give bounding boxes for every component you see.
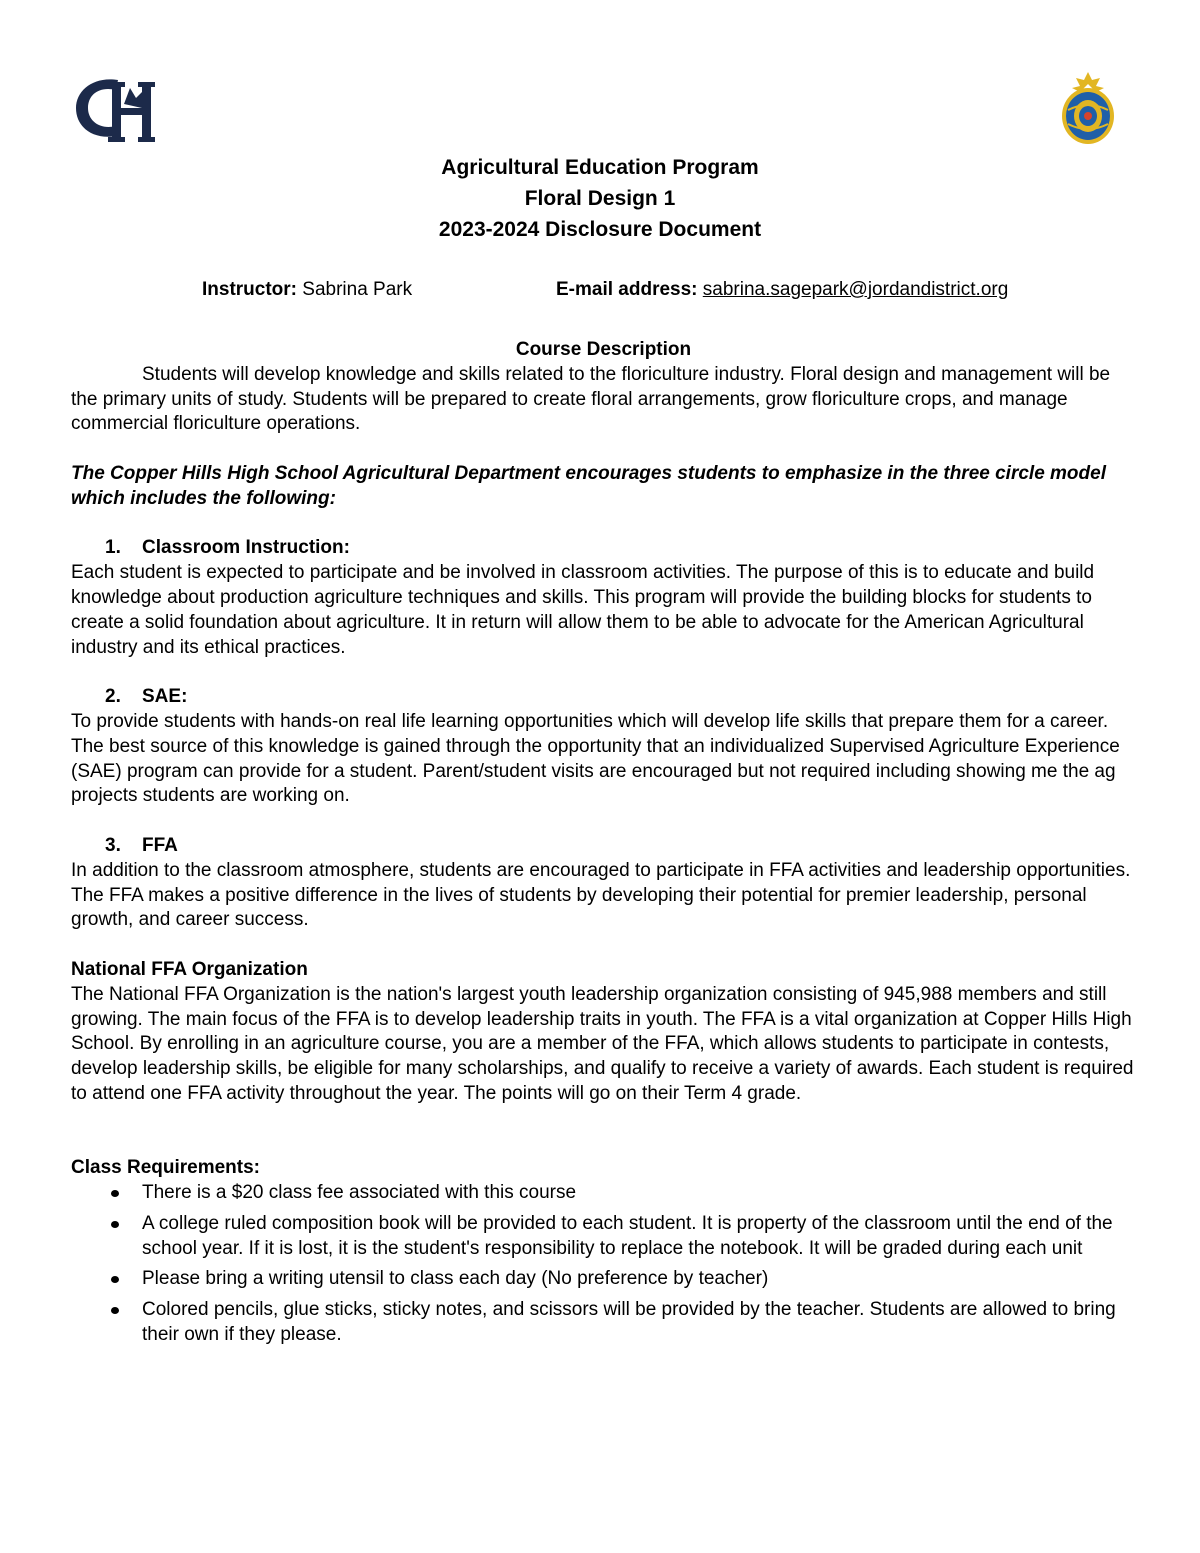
section-title: SAE: <box>142 686 188 708</box>
class-requirements-heading: Class Requirements: <box>71 1157 261 1179</box>
copper-hills-logo <box>72 74 164 144</box>
bullet-icon <box>111 1276 119 1283</box>
bullet-icon <box>111 1307 119 1314</box>
national-ffa-text: The National FFA Organization is the nation's largest youth leadership organization consisting of 945,988 members and still growing. The main focus of the FFA is to develop leadership traits in youth. The FFA is a vital organization at Copper Hills High School. By enrolling in an agriculture course, you are a member of the FFA, which allows students to participate in contests, develop leadership skills, be eligible for many scholarships, and qualify to receive a variety of awards. Each student is required to attend one FFA activity throughout the year. The points will go on their Term 4 grade. <box>71 983 1134 1104</box>
bullet-icon <box>111 1190 119 1197</box>
list-item <box>71 1212 1136 1262</box>
requirement-text: Please bring a writing utensil to class each day (No preference by teacher) <box>142 1268 769 1290</box>
document-body <box>71 338 1136 1354</box>
list-item <box>71 1267 1136 1292</box>
section-ffa-heading <box>71 834 1136 859</box>
email-label: E-mail address: <box>556 279 698 300</box>
title-course: Floral Design 1 <box>524 187 676 210</box>
email-info <box>556 277 1008 303</box>
ffa-emblem-logo <box>1058 70 1118 146</box>
section-number: 2. <box>105 686 121 708</box>
section-ffa-text: In addition to the classroom atmosphere, students are encouraged to participate in FFA activities and leadership opportunities. The FFA makes a positive difference in the lives of students by developing their potential for premier leadership, personal growth, and career success. <box>71 859 1131 931</box>
national-ffa-heading: National FFA Organization <box>71 958 308 980</box>
title-document: 2023-2024 Disclosure Document <box>438 218 762 241</box>
section-title: FFA <box>142 834 178 856</box>
bullet-icon <box>111 1221 119 1228</box>
section-classroom-heading <box>71 536 1136 561</box>
email-link[interactable]: sabrina.sagepark@jordandistrict.org <box>702 279 1009 300</box>
requirement-text: Colored pencils, glue sticks, sticky notes, and scissors will be provided by the teacher. Students are allowed to bring their own if they please. <box>142 1299 1116 1346</box>
section-number: 1. <box>105 537 121 559</box>
list-item <box>71 1298 1136 1348</box>
section-sae-heading <box>71 685 1136 710</box>
section-classroom-text: Each student is expected to participate and be involved in classroom activities. The purpose of this is to educate and build knowledge about production agriculture techniques and skills. This program will provide the building blocks for students to create a solid foundation about agriculture. It in return will allow them to be able to advocate for the American Agricultural industry and its ethical practices. <box>71 562 1095 658</box>
section-number: 3. <box>105 834 121 856</box>
requirement-text: There is a $20 class fee associated with this course <box>142 1182 577 1204</box>
course-description-heading: Course Description <box>515 339 692 360</box>
instructor-info <box>202 277 412 303</box>
instructor-label: Instructor: <box>202 279 297 300</box>
requirement-text: A college ruled composition book will be provided to each student. It is property of the classroom until the end of the school year. If it is lost, it is the student's responsibility to replace the notebook. It will be graded during each unit <box>142 1212 1113 1259</box>
list-item <box>71 1181 1136 1206</box>
instructor-name: Sabrina Park <box>302 279 413 300</box>
document-title <box>0 152 1200 245</box>
title-program: Agricultural Education Program <box>441 156 759 179</box>
section-title: Classroom Instruction: <box>142 537 350 559</box>
section-sae-text: To provide students with hands-on real life learning opportunities which will develop life skills that prepare them for a career. The best source of this knowledge is gained through the opportunity that an individualized Supervised Agriculture Experience (SAE) program can provide for a student. Parent/student visits are encouraged but not required including showing me the ag projects students are working on. <box>71 710 1120 807</box>
three-circle-intro: The Copper Hills High School Agricultural Department encourages students to emphasize in the three circle model which includes the following: <box>71 462 1106 509</box>
class-requirements-list <box>71 1181 1136 1348</box>
course-description-text: Students will develop knowledge and skills related to the floriculture industry. Floral design and management will be the primary units of study. Students will be prepared to create floral arrangements, grow floriculture crops, and manage commercial floriculture operations. <box>71 363 1111 435</box>
